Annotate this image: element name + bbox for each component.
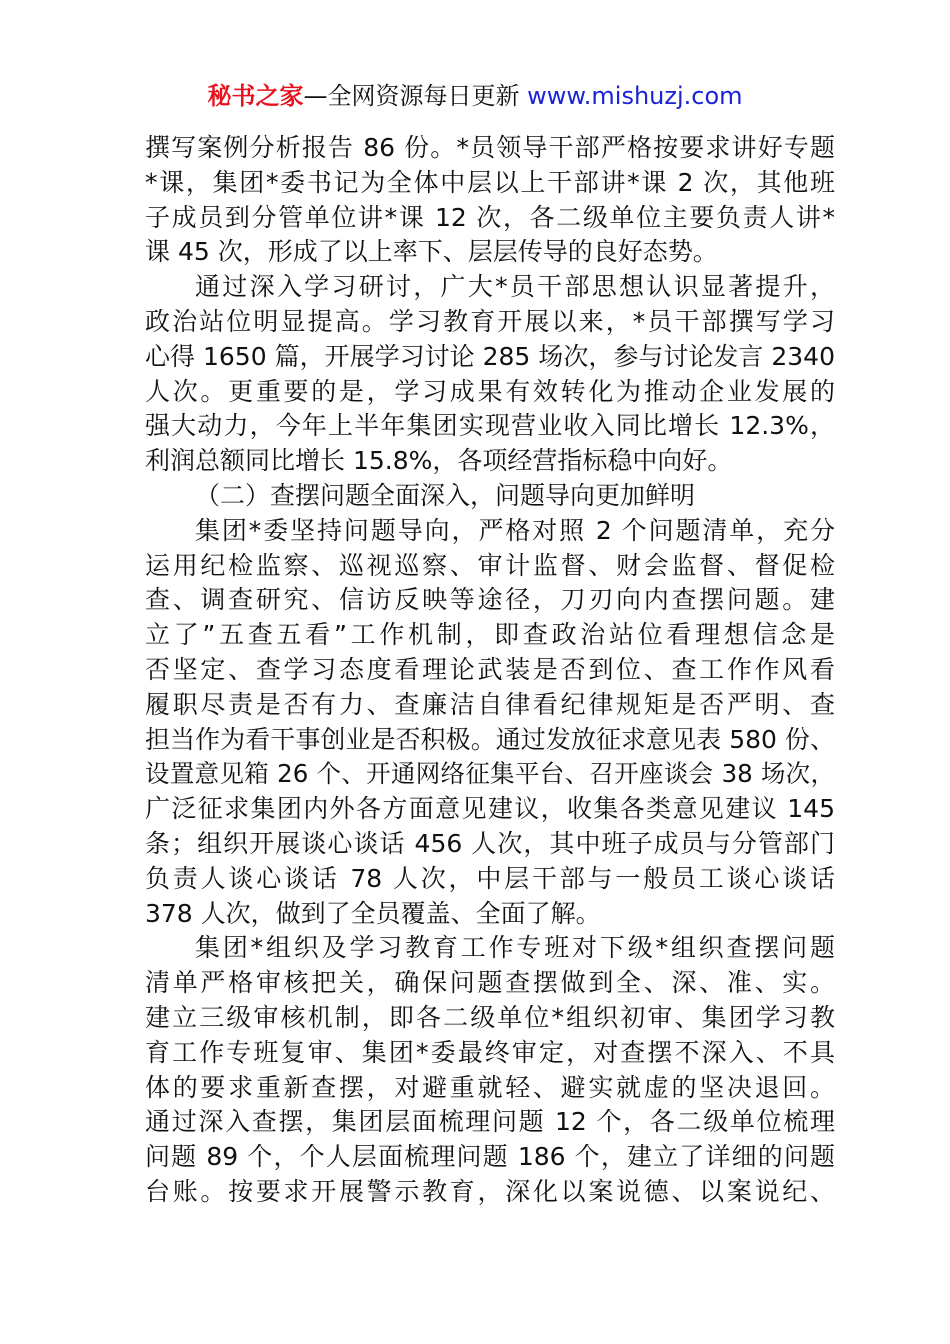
text-line: 人次。更重要的是，学习成果有效转化为推动企业发展的 bbox=[145, 376, 835, 406]
text-line: 政治站位明显提高。学习教育开展以来，*员干部撰写学习 bbox=[145, 306, 835, 336]
text-line: 通过深入查摆，集团层面梳理问题 12 个，各二级单位梳理 bbox=[145, 1107, 835, 1137]
text-line: 378 人次，做到了全员覆盖、全面了解。 bbox=[145, 898, 601, 928]
text-line: 条；组织开展谈心谈话 456 人次，其中班子成员与分管部门 bbox=[145, 828, 835, 858]
text-line: 立了”五查五看”工作机制，即查政治站位看理想信念是 bbox=[145, 620, 835, 650]
text-line: 担当作为看干事创业是否积极。通过发放征求意见表 580 份、 bbox=[145, 724, 835, 754]
text-line: 集团*组织及学习教育工作专班对下级*组织查摆问题 bbox=[195, 933, 835, 963]
text-line: 强大动力，今年上半年集团实现营业收入同比增长 12.3%， bbox=[145, 411, 835, 441]
text-line: 查、调查研究、信访反映等途径，刀刃向内查摆问题。建 bbox=[145, 585, 835, 615]
text-line: 建立三级审核机制，即各二级单位*组织初审、集团学习教 bbox=[145, 1002, 835, 1032]
text-line: 集团*委坚持问题导向，严格对照 2 个问题清单，充分 bbox=[195, 515, 835, 545]
text-line: 通过深入学习研讨，广大*员干部思想认识显著提升， bbox=[195, 272, 835, 302]
document-body bbox=[145, 131, 835, 1210]
text-line: 设置意见箱 26 个、开通网络征集平台、召开座谈会 38 场次， bbox=[145, 759, 835, 789]
text-line: *课，集团*委书记为全体中层以上干部讲*课 2 次，其他班 bbox=[145, 167, 835, 197]
text-line: 履职尽责是否有力、查廉洁自律看纪律规矩是否严明、查 bbox=[145, 689, 835, 719]
text-line: 体的要求重新查摆，对避重就轻、避实就虚的坚决退回。 bbox=[145, 1072, 835, 1102]
text-line: 清单严格审核把关，确保问题查摆做到全、深、准、实。 bbox=[145, 968, 835, 998]
text-line: 利润总额同比增长 15.8%，各项经营指标稳中向好。 bbox=[145, 446, 733, 476]
text-line: 子成员到分管单位讲*课 12 次，各二级单位主要负责人讲* bbox=[145, 202, 835, 232]
text-line: 心得 1650 篇，开展学习讨论 285 场次，参与讨论发言 2340 bbox=[145, 341, 835, 371]
text-line: 育工作专班复审、集团*委最终审定，对查摆不深入、不具 bbox=[145, 1037, 835, 1067]
text-line: 问题 89 个，个人层面梳理问题 186 个，建立了详细的问题 bbox=[145, 1142, 835, 1172]
site-brand: 秘书之家 bbox=[207, 82, 304, 110]
text-line: 台账。按要求开展警示教育，深化以案说德、以案说纪、 bbox=[145, 1176, 835, 1206]
text-line: 广泛征求集团内外各方面意见建议，收集各类意见建议 145 bbox=[145, 794, 835, 824]
text-line: 撰写案例分析报告 86 份。*员领导干部严格按要求讲好专题 bbox=[145, 133, 835, 162]
site-tagline: —全网资源每日更新 bbox=[303, 82, 520, 110]
text-line: 课 45 次，形成了以上率下、层层传导的良好态势。 bbox=[145, 237, 718, 267]
text-line: 否坚定、查学习态度看理论武装是否到位、查工作作风看 bbox=[145, 654, 835, 684]
site-header bbox=[0, 80, 950, 112]
text-line: 负责人谈心谈话 78 人次，中层干部与一般员工谈心谈话 bbox=[145, 863, 835, 893]
site-url-link[interactable]: www.mishuzj.com bbox=[527, 82, 743, 110]
text-line: 运用纪检监察、巡视巡察、审计监督、财会监督、督促检 bbox=[145, 550, 835, 580]
section-heading: （二）查摆问题全面深入，问题导向更加鲜明 bbox=[195, 480, 696, 510]
